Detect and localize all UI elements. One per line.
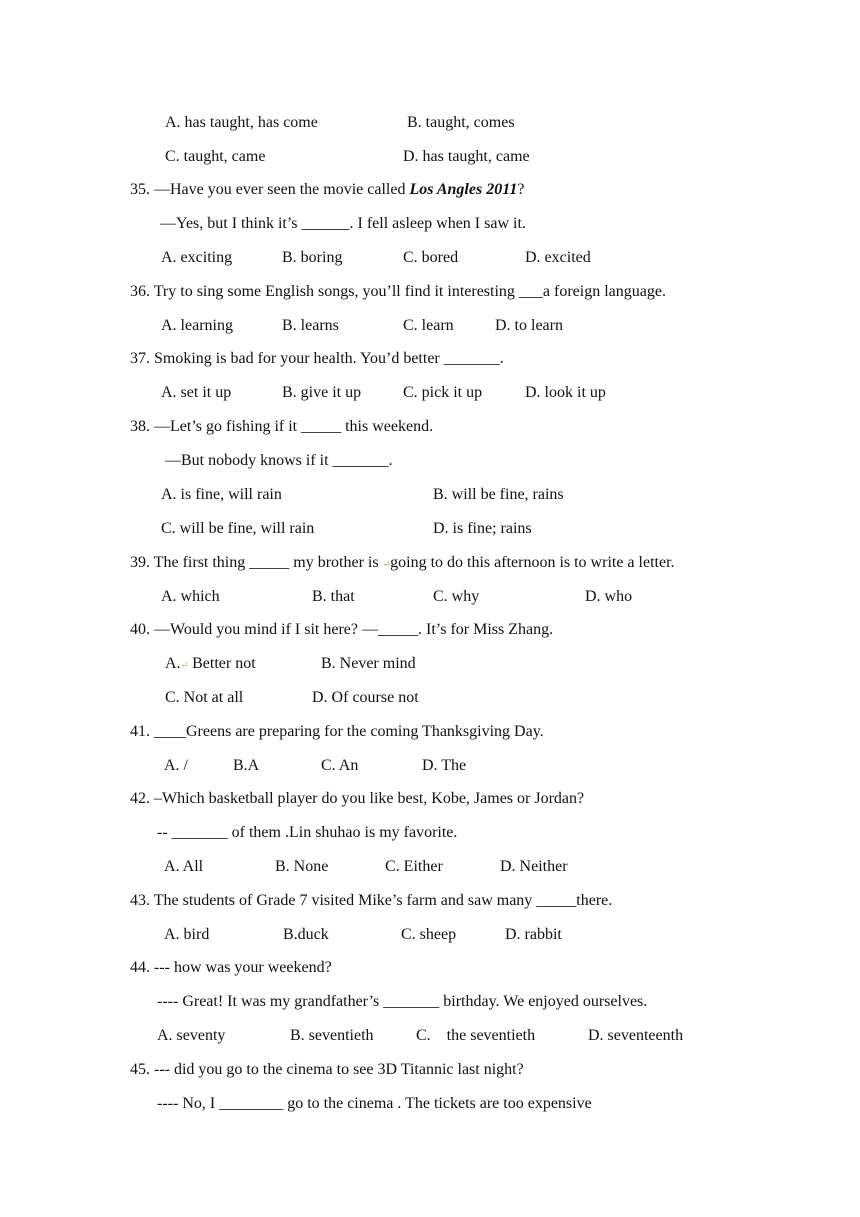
q38-option-b: B. will be fine, rains bbox=[433, 486, 564, 503]
q36-option-c: C. learn bbox=[403, 317, 454, 334]
q40-option-d: D. Of course not bbox=[312, 689, 419, 706]
q35-option-d: D. excited bbox=[525, 249, 591, 266]
q34-option-b: B. taught, comes bbox=[407, 114, 515, 131]
q36-stem: 36. Try to sing some English songs, you’ll find it interesting ___a foreign language. bbox=[130, 283, 666, 300]
q41-stem: 41. ____Greens are preparing for the coming Thanksgiving Day. bbox=[130, 723, 544, 740]
q34-option-a: A. has taught, has come bbox=[165, 114, 318, 131]
paragraph-mark-icon: ↵ bbox=[180, 660, 189, 670]
q45-reply: ---- No, I ________ go to the cinema . The tickets are too expensive bbox=[157, 1095, 592, 1112]
q41-option-b: B.A bbox=[233, 757, 260, 774]
q35-movie-title: Los Angles 2011 bbox=[409, 181, 518, 198]
q37-option-a: A. set it up bbox=[161, 384, 232, 401]
q37-stem: 37. Smoking is bad for your health. You’d better _______. bbox=[130, 350, 504, 367]
q40-option-a-text: Better not bbox=[188, 655, 256, 672]
q44-stem: 44. --- how was your weekend? bbox=[130, 959, 332, 976]
q42-reply: -- _______ of them .Lin shuhao is my favorite. bbox=[157, 824, 458, 841]
q44-option-d: D. seventeenth bbox=[588, 1027, 684, 1044]
q38-reply: —But nobody knows if it _______. bbox=[165, 452, 393, 469]
q43-option-d: D. rabbit bbox=[505, 926, 562, 943]
q43-stem: 43. The students of Grade 7 visited Mike’s farm and saw many _____there. bbox=[130, 892, 613, 909]
q42-stem: 42. –Which basketball player do you like best, Kobe, James or Jordan? bbox=[130, 790, 585, 807]
q36-option-d: D. to learn bbox=[495, 317, 563, 334]
q38-stem: 38. —Let’s go fishing if it _____ this weekend. bbox=[130, 418, 434, 435]
q44-option-a: A. seventy bbox=[157, 1027, 226, 1044]
q35-stem bbox=[130, 180, 524, 200]
q35-stem-suffix: ? bbox=[517, 181, 525, 198]
paragraph-mark-icon: ↵ bbox=[382, 559, 391, 569]
q39-stem-part2: going to do this afternoon is to write a letter. bbox=[390, 554, 675, 571]
q39-stem bbox=[130, 553, 675, 574]
q42-option-b: B. None bbox=[275, 858, 329, 875]
q41-option-c: C. An bbox=[321, 757, 359, 774]
q39-option-b: B. that bbox=[312, 588, 355, 605]
q38-option-a: A. is fine, will rain bbox=[161, 486, 282, 503]
q42-option-a: A. All bbox=[164, 858, 204, 875]
q35-option-c: C. bored bbox=[403, 249, 459, 266]
q37-option-d: D. look it up bbox=[525, 384, 606, 401]
q38-option-d: D. is fine; rains bbox=[433, 520, 532, 537]
q45-stem: 45. --- did you go to the cinema to see 3D Titannic last night? bbox=[130, 1061, 524, 1078]
q36-option-a: A. learning bbox=[161, 317, 233, 334]
q44-reply: ---- Great! It was my grandfather’s _______ birthday. We enjoyed ourselves. bbox=[157, 993, 648, 1010]
q40-option-c: C. Not at all bbox=[165, 689, 244, 706]
q34-option-c: C. taught, came bbox=[165, 148, 266, 165]
q42-option-d: D. Neither bbox=[500, 858, 568, 875]
q36-option-b: B. learns bbox=[282, 317, 339, 334]
q40-stem: 40. —Would you mind if I sit here? —_____. It’s for Miss Zhang. bbox=[130, 621, 554, 638]
q37-option-b: B. give it up bbox=[282, 384, 362, 401]
q34-option-d: D. has taught, came bbox=[403, 148, 530, 165]
q41-option-d: D. The bbox=[422, 757, 467, 774]
q35-option-a: A. exciting bbox=[161, 249, 233, 266]
q37-option-c: C. pick it up bbox=[403, 384, 483, 401]
q40-option-a bbox=[165, 654, 256, 675]
q40-option-b: B. Never mind bbox=[321, 655, 416, 672]
q43-option-c: C. sheep bbox=[401, 926, 457, 943]
q39-stem-part1: 39. The first thing _____ my brother is bbox=[130, 554, 383, 571]
q42-option-c: C. Either bbox=[385, 858, 443, 875]
q38-option-c: C. will be fine, will rain bbox=[161, 520, 315, 537]
q41-option-a: A. / bbox=[164, 757, 188, 774]
q39-option-c: C. why bbox=[433, 588, 480, 605]
q39-option-a: A. which bbox=[161, 588, 220, 605]
q35-option-b: B. boring bbox=[282, 249, 343, 266]
q40-option-a-letter: A. bbox=[165, 655, 181, 672]
q39-option-d: D. who bbox=[585, 588, 633, 605]
q44-option-c: C. the seventieth bbox=[416, 1027, 536, 1044]
q35-reply: —Yes, but I think it’s ______. I fell asleep when I saw it. bbox=[160, 215, 526, 232]
q43-option-b: B.duck bbox=[283, 926, 329, 943]
q35-stem-prefix: 35. —Have you ever seen the movie called bbox=[130, 181, 410, 198]
q44-option-b: B. seventieth bbox=[290, 1027, 374, 1044]
q43-option-a: A. bird bbox=[164, 926, 210, 943]
